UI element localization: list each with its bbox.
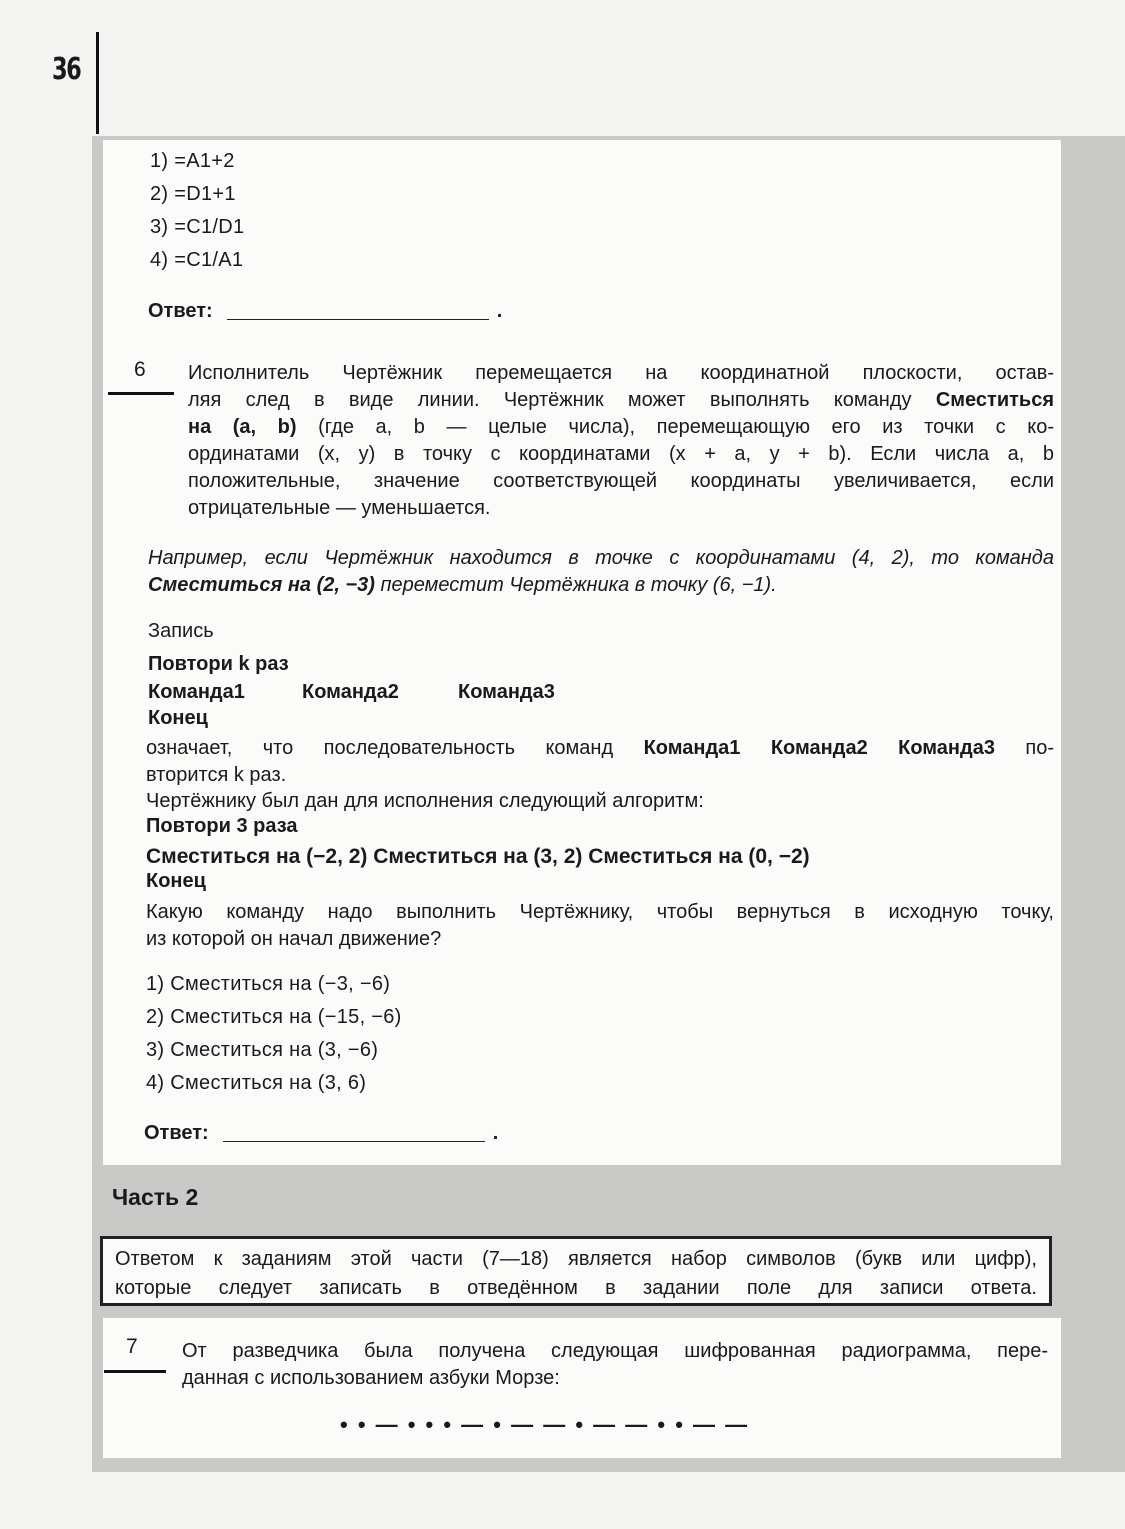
end-2: Конец [146, 870, 206, 892]
command1: Команда1 [148, 681, 245, 703]
end-1: Конец [148, 707, 208, 729]
task6-answer-row: Ответ: . [144, 1122, 499, 1144]
margin-rule [96, 32, 99, 134]
prev-answer-row: Ответ: . [148, 300, 503, 322]
task7-statement: От разведчика была получена следующая шифрованная радиограмма, пере- данная с использованием азбуки Морзе: [182, 1340, 1048, 1389]
task6-rule [108, 392, 174, 395]
command2: Команда2 [302, 681, 399, 703]
part2-title: Часть 2 [112, 1184, 199, 1210]
means-text: означает, что последовательность команд Команда1 Команда2 Команда3 по- вторится k раз. [146, 737, 1055, 786]
task7-rule [104, 1370, 166, 1373]
record-label: Запись [148, 620, 214, 642]
morse-code: • • — • • • — • — — • — — • • — — [340, 1412, 750, 1437]
given-text: Чертёжнику был дан для исполнения следующий алгоритм: [146, 790, 704, 812]
prev-option-3: 3) =C1/D1 [150, 216, 245, 238]
task6-option-2: 2) Сместиться на (−15, −6) [146, 1006, 402, 1028]
repeat-3: Повтори 3 раза [146, 815, 298, 837]
task6-option-3: 3) Сместиться на (3, −6) [146, 1039, 379, 1061]
answer-input-line[interactable] [227, 319, 489, 320]
part2-notice-box: Ответом к заданиям этой части (7—18) является набор символов (букв или цифр), которые следует записать в отведённом в задании поле для записи ответа. [100, 1236, 1052, 1306]
page-number: 36 [52, 52, 81, 87]
task6-example: Например, если Чертёжник находится в точке с координатами (4, 2), то команда Сместиться на (2, −3) переместит Чертёжника в точку (6, −1). [148, 547, 1054, 596]
command3: Команда3 [458, 681, 555, 703]
answer-label: Ответ: [144, 1122, 209, 1144]
algorithm: Сместиться на (−2, 2) Сместиться на (3, 2) Сместиться на (0, −2) [146, 845, 810, 868]
task6-statement: Исполнитель Чертёжник перемещается на координатной плоскости, остав- ляя след в виде линии. Чертёжник может выполнять команду Сместиться на (a, b) (где a, b — целые числа), перемещающую его из точки с ко- ординатами (x, y) в точку с координатами (x + a, y + b). Если числа a, b положительные, значение соответствующей координаты увеличивается, если отрицательные — уменьшается. [188, 362, 1055, 519]
task6-option-4: 4) Сместиться на (3, 6) [146, 1072, 367, 1094]
prev-option-2: 2) =D1+1 [150, 183, 236, 205]
task6-number: 6 [134, 358, 146, 381]
task7-number: 7 [126, 1335, 138, 1358]
task6-option-1: 1) Сместиться на (−3, −6) [146, 973, 391, 995]
answer-input-line[interactable] [223, 1141, 485, 1142]
answer-label: Ответ: [148, 300, 213, 322]
repeat-k: Повтори k раз [148, 653, 289, 675]
prev-option-4: 4) =C1/A1 [150, 249, 244, 271]
task6-question: Какую команду надо выполнить Чертёжнику, чтобы вернуться в исходную точку, из которой он начал движение? [146, 901, 1054, 950]
prev-option-1: 1) =A1+2 [150, 150, 235, 172]
